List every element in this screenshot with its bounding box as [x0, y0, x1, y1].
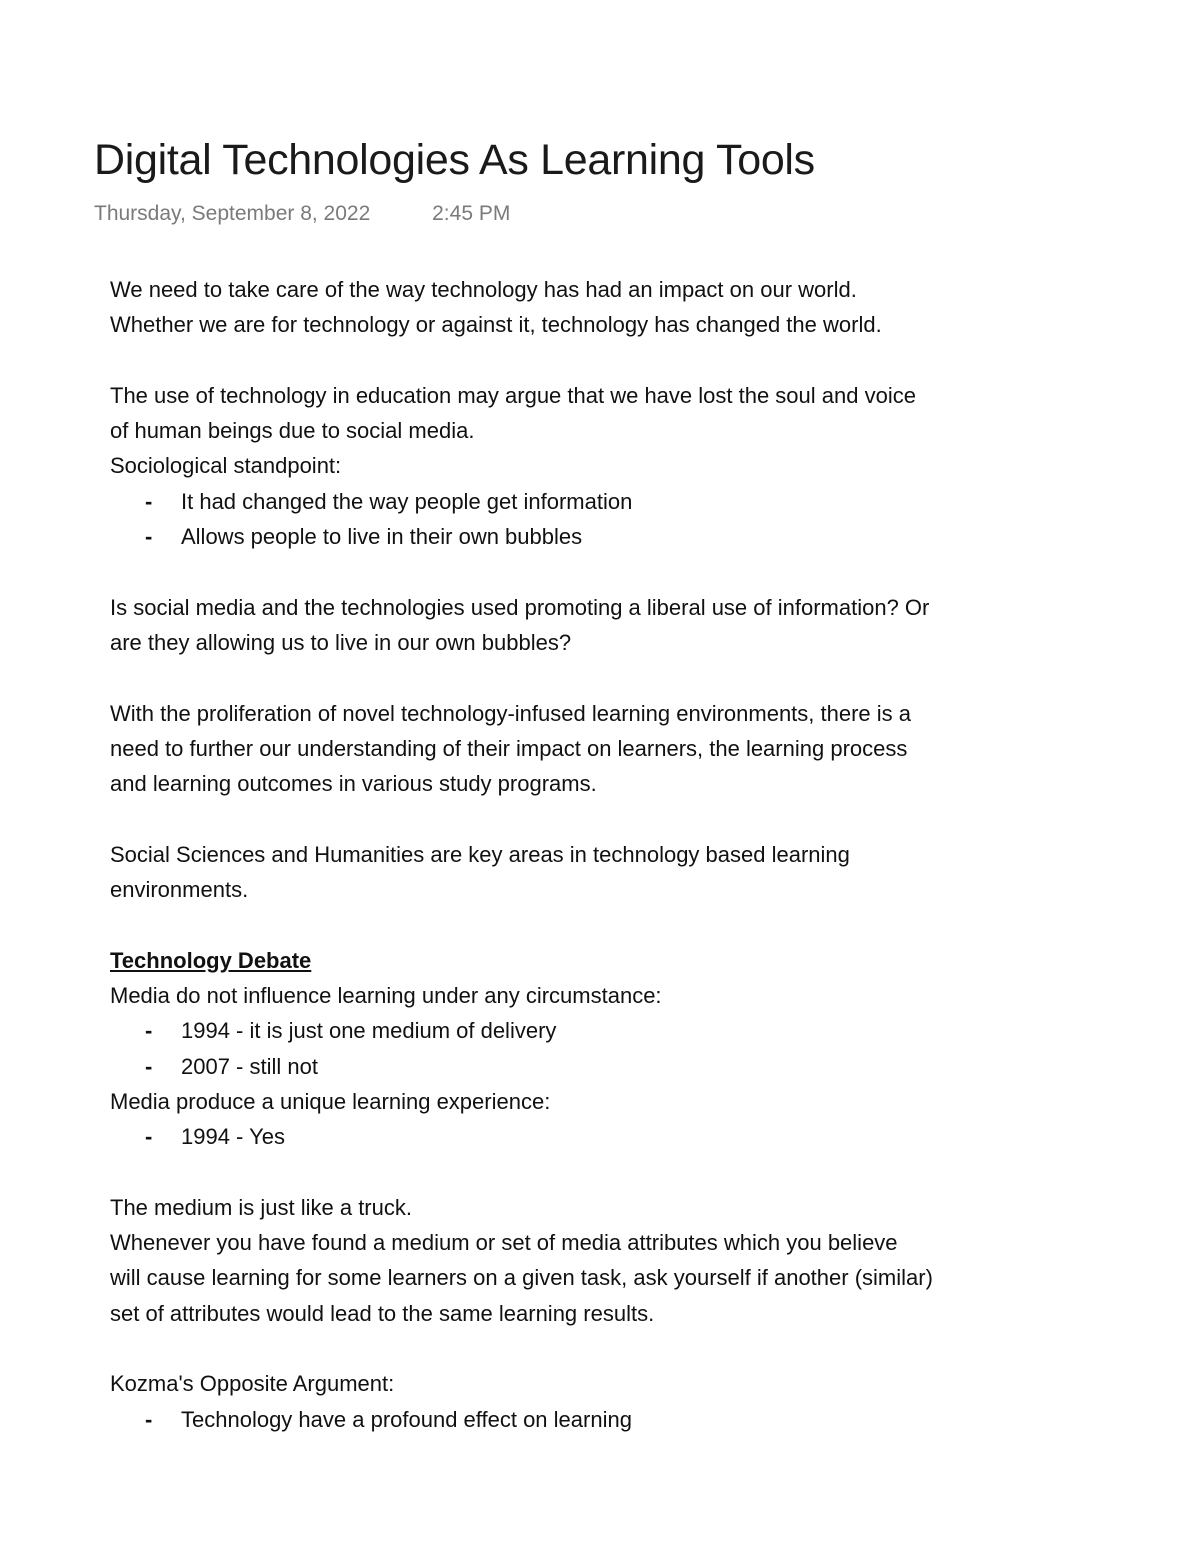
bullet-text: 2007 - still not [181, 1053, 318, 1079]
bullet-dash: - [145, 1018, 153, 1044]
bullet-dash: - [145, 1406, 153, 1432]
bullet-dash: - [145, 1124, 153, 1150]
bullet-item [110, 1402, 1120, 1437]
page-title: Digital Technologies As Learning Tools [94, 136, 815, 184]
bullet-item [110, 484, 1120, 519]
bullet-item [110, 1049, 1120, 1084]
paragraph-line: need to further our understanding of their impact on learners, the learning process [110, 735, 908, 761]
bullet-item [110, 519, 1120, 554]
paragraph-line: Social Sciences and Humanities are key areas in technology based learning [110, 841, 850, 867]
blank-line [110, 554, 1120, 589]
note-date: Thursday, September 8, 2022 [94, 202, 371, 225]
bullet-text: Allows people to live in their own bubbles [181, 524, 583, 550]
paragraph-line: set of attributes would lead to the same learning results. [110, 1300, 655, 1326]
kozma-label: Kozma's Opposite Argument: [110, 1371, 395, 1397]
paragraph-line: environments. [110, 877, 249, 903]
paragraph-line: Whether we are for technology or against it, technology has changed the world. [110, 312, 882, 338]
blank-line [110, 1331, 1120, 1366]
debate-label: Media produce a unique learning experience: [110, 1088, 551, 1114]
bullet-dash: - [145, 488, 153, 514]
bullet-item [110, 1013, 1120, 1048]
blank-line [110, 343, 1120, 378]
paragraph-line: are they allowing us to live in our own bubbles? [110, 629, 572, 655]
note-body [110, 272, 1120, 1437]
blank-line [110, 907, 1120, 942]
paragraph-line: The medium is just like a truck. [110, 1194, 412, 1220]
bullet-dash: - [145, 524, 153, 550]
bullet-text: It had changed the way people get information [181, 488, 633, 514]
section-heading: Technology Debate [110, 947, 312, 973]
paragraph-line: The use of technology in education may argue that we have lost the soul and voice [110, 382, 916, 408]
bullet-text: Technology have a profound effect on learning [181, 1406, 632, 1432]
bullet-text: 1994 - it is just one medium of delivery [181, 1018, 557, 1044]
paragraph-line: and learning outcomes in various study programs. [110, 771, 597, 797]
paragraph-line: will cause learning for some learners on a given task, ask yourself if another (similar) [110, 1265, 933, 1291]
note-timestamp [94, 199, 510, 229]
blank-line [110, 660, 1120, 695]
blank-line [110, 801, 1120, 836]
bullet-dash: - [145, 1053, 153, 1079]
paragraph-line: Whenever you have found a medium or set of media attributes which you believe [110, 1230, 898, 1256]
blank-line [110, 1154, 1120, 1189]
bullet-item [110, 1119, 1120, 1154]
paragraph-line: Is social media and the technologies used promoting a liberal use of information? Or [110, 594, 930, 620]
debate-label: Media do not influence learning under any circumstance: [110, 982, 662, 1008]
sociological-label: Sociological standpoint: [110, 453, 342, 479]
paragraph-line: With the proliferation of novel technology-infused learning environments, there is a [110, 700, 912, 726]
bullet-text: 1994 - Yes [181, 1124, 285, 1150]
paragraph-line: of human beings due to social media. [110, 418, 475, 444]
note-time: 2:45 PM [432, 202, 511, 225]
paragraph-line: We need to take care of the way technology has had an impact on our world. [110, 277, 857, 302]
